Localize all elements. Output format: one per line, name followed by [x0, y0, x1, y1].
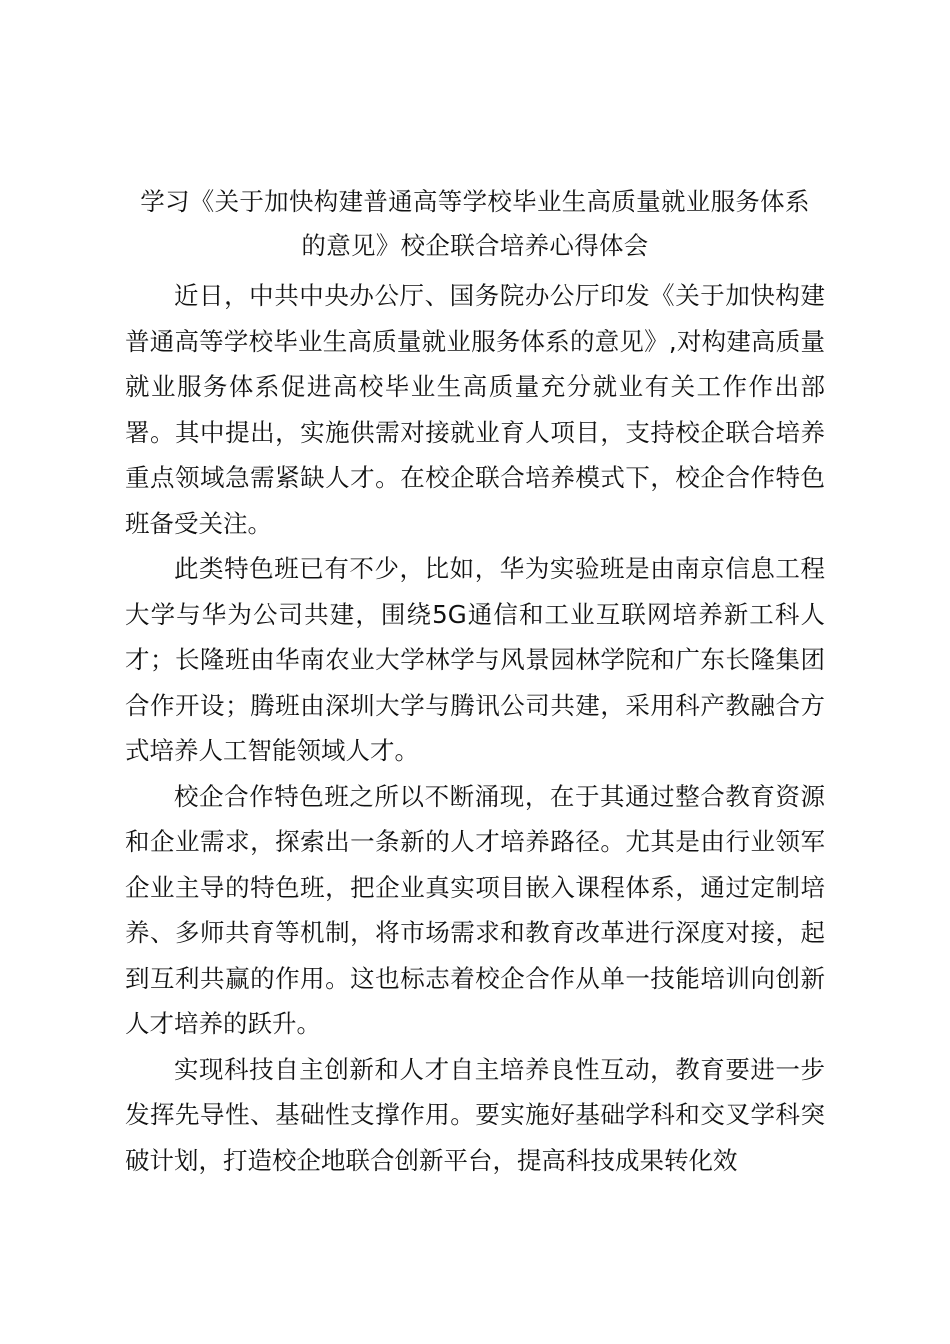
title-line-1: 学习《关于加快构建普通高等学校毕业生高质量就业服务体系 [140, 187, 810, 216]
title-line-2: 的意见》校企联合培养心得体会 [301, 231, 649, 260]
paragraph-4: 实现科技自主创新和人才自主培养良性互动，教育要进一步发挥先导性、基础性支撑作用。要实施好基础学科和交叉学科突破计划，打造校企地联合创新平台，提高科技成果转化效 [125, 1054, 825, 1175]
document-body [125, 273, 825, 1183]
paragraph-3: 校企合作特色班之所以不断涌现，在于其通过整合教育资源和企业需求，探索出一条新的人才培养路径。尤其是由行业领军企业主导的特色班，把企业真实项目嵌入课程体系，通过定制培养、多师共育等机制，将市场需求和教育改革进行深度对接，起到互利共赢的作用。这也标志着校企合作从单一技能培训向创新人才培养的跃升。 [125, 781, 825, 1038]
paragraph-2: 此类特色班已有不少，比如，华为实验班是由南京信息工程大学与华为公司共建，围绕5G通信和工业互联网培养新工科人才；长隆班由华南农业大学林学与风景园林学院和广东长隆集团合作开设；腾班由深圳大学与腾讯公司共建，采用科产教融合方式培养人工智能领域人才。 [125, 554, 825, 765]
document-title [120, 180, 830, 268]
paragraph-1: 近日，中共中央办公厅、国务院办公厅印发《关于加快构建普通高等学校毕业生高质量就业服务体系的意见》,对构建高质量就业服务体系促进高校毕业生高质量充分就业有关工作作出部署。其中提出，实施供需对接就业育人项目，支持校企联合培养重点领域急需紧缺人才。在校企联合培养模式下，校企合作特色班备受关注。 [125, 281, 825, 538]
